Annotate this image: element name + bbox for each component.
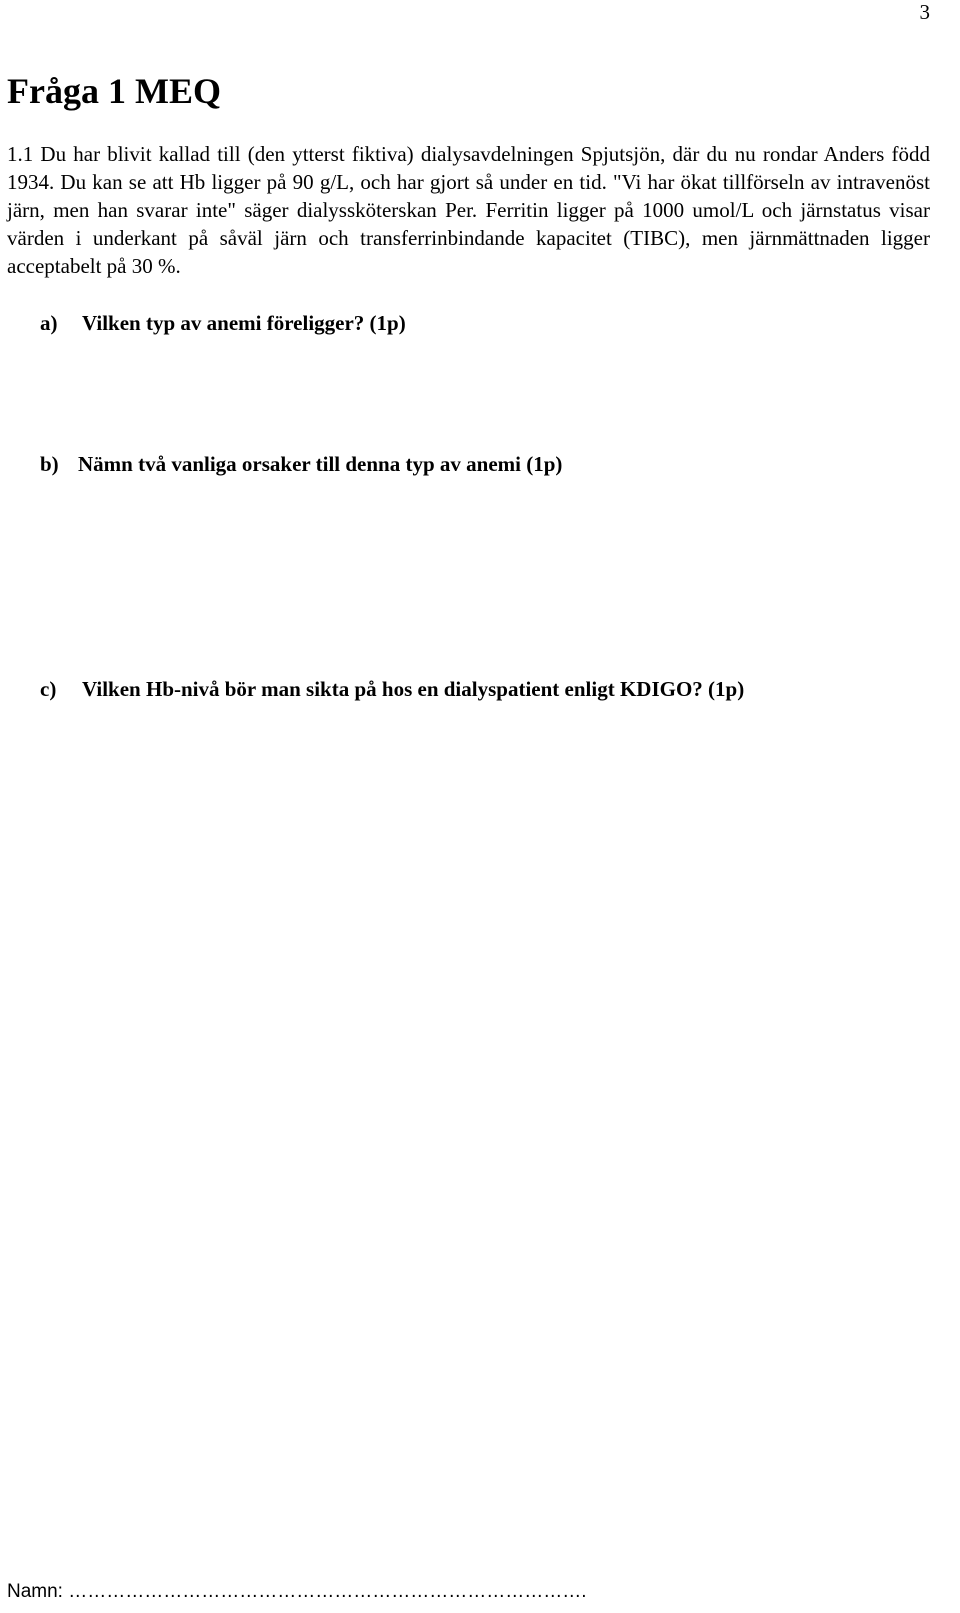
question-heading: Fråga 1 MEQ — [7, 71, 221, 111]
question-a-text: Vilken typ av anemi föreligger? (1p) — [82, 311, 406, 335]
question-c — [40, 675, 744, 703]
name-field — [7, 1580, 587, 1604]
question-a — [40, 309, 406, 337]
question-a-label: a) — [40, 311, 58, 335]
question-b-label: b) — [40, 452, 59, 476]
question-b — [40, 450, 562, 478]
question-b-text: Nämn två vanliga orsaker till denna typ av anemi (1p) — [78, 452, 563, 476]
name-label: Namn: — [7, 1581, 69, 1602]
name-dotted-line: ………………………………………………………………………. — [68, 1581, 587, 1602]
question-c-label: c) — [40, 677, 57, 701]
question-c-text: Vilken Hb-nivå bör man sikta på hos en dialyspatient enligt KDIGO? (1p) — [82, 677, 745, 701]
page-number: 3 — [919, 0, 930, 24]
case-description: 1.1 Du har blivit kallad till (den ytterst fiktiva) dialysavdelningen Spjutsjön, där du nu rondar Anders född 1934. Du kan se att Hb ligger på 90 g/L, och har gjort så under en tid. "Vi har ökat tillförseln av intravenöst järn, men han svarar inte" säger dialyssköterskan Per. Ferritin ligger på 1000 umol/L och järnstatus visar värden i underkant på såväl järn och transferrinbindande kapacitet (TIBC), men järnmättnaden ligger acceptabelt på 30 %. — [7, 142, 930, 278]
